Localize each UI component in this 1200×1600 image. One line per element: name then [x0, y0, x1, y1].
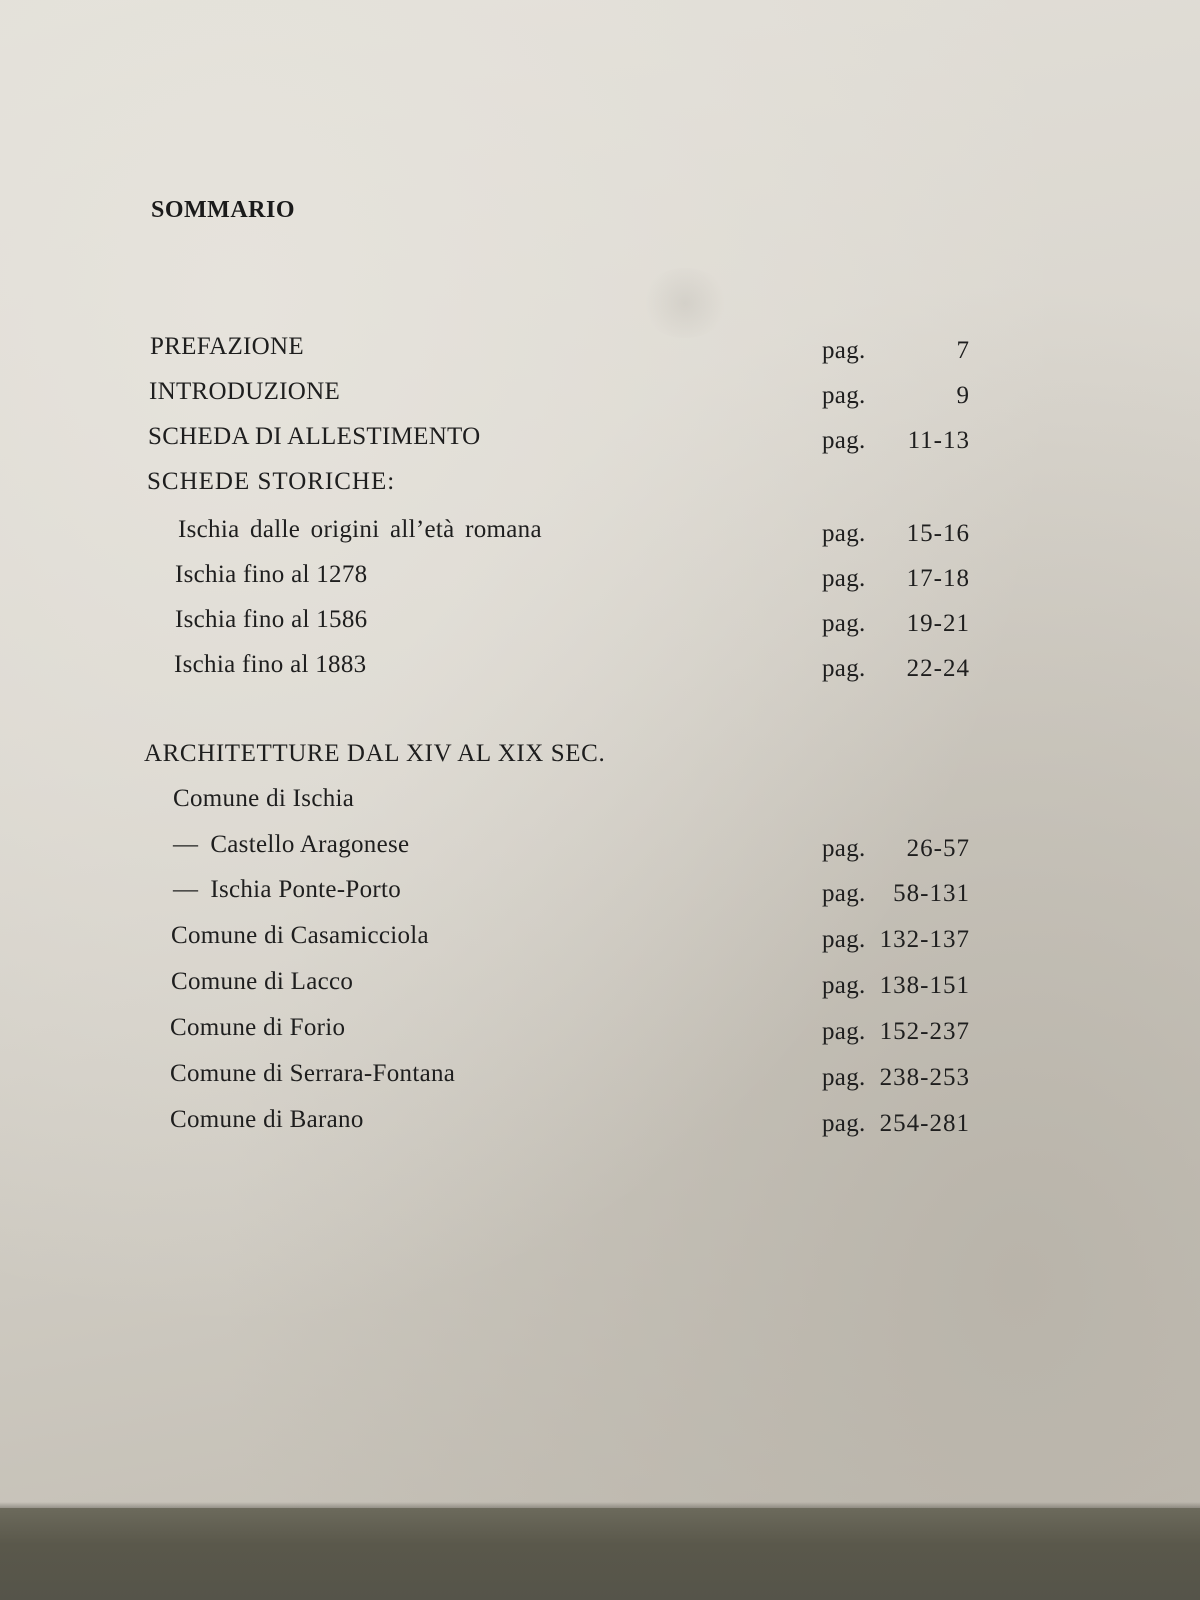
toc-entry-ischia-1883 — [0, 651, 1200, 685]
toc-entry-title: Comune di Lacco — [171, 968, 354, 995]
toc-entry-title: Comune di Forio — [170, 1014, 346, 1041]
table-surface — [0, 1508, 1200, 1600]
toc-page-prefix: pag. — [822, 565, 866, 592]
toc-entry-title: Comune di Ischia — [173, 785, 355, 812]
toc-page-number: 254-281 — [879, 1110, 970, 1137]
toc-entry-title: Comune di Barano — [170, 1106, 364, 1133]
toc-page-prefix: pag. — [822, 972, 866, 999]
toc-page-number: 9 — [956, 382, 970, 409]
toc-page-number: 19-21 — [906, 610, 970, 637]
toc-entry-label: Ischia Ponte-Porto — [210, 876, 402, 903]
toc-page-number: 11-13 — [907, 427, 970, 454]
toc-entry-barano — [0, 1106, 1200, 1140]
toc-entry-introduzione — [0, 378, 1200, 412]
toc-entry-lacco — [0, 968, 1200, 1002]
toc-page-prefix: pag. — [822, 655, 866, 682]
toc-section-architetture — [0, 740, 1200, 774]
toc-page-prefix: pag. — [822, 610, 866, 637]
toc-entry-label: Castello Aragonese — [210, 831, 410, 858]
toc-entry-ischia-1586 — [0, 606, 1200, 640]
toc-section-title: SCHEDE STORICHE: — [147, 468, 396, 495]
toc-entry-prefazione — [0, 333, 1200, 367]
toc-entry-scheda-allestimento — [0, 423, 1200, 457]
show-through-mark — [640, 268, 730, 338]
toc-page-prefix: pag. — [822, 520, 866, 547]
dash-marker: — — [173, 831, 199, 858]
toc-page-number: 15-16 — [906, 520, 970, 547]
toc-page-prefix: pag. — [822, 926, 866, 953]
toc-page-prefix: pag. — [822, 337, 866, 364]
toc-entry-ischia-ponte-porto — [0, 876, 1200, 910]
toc-page-number: 58-131 — [893, 880, 970, 907]
toc-entry-title: INTRODUZIONE — [149, 378, 341, 405]
toc-subsection-comune-ischia — [0, 785, 1200, 819]
toc-page-prefix: pag. — [822, 835, 866, 862]
toc-entry-title: SCHEDA DI ALLESTIMENTO — [148, 423, 481, 450]
toc-entry-title — [173, 831, 409, 859]
toc-page-number: 238-253 — [879, 1064, 970, 1091]
toc-entry-title: PREFAZIONE — [150, 333, 304, 360]
toc-page-number: 26-57 — [906, 835, 970, 862]
toc-entry-ischia-1278 — [0, 561, 1200, 595]
toc-section-title: ARCHITETTURE DAL XIV AL XIX SEC. — [144, 740, 606, 767]
toc-page-number: 7 — [956, 337, 970, 364]
toc-entry-castello-aragonese — [0, 831, 1200, 865]
toc-page-number: 17-18 — [906, 565, 970, 592]
toc-entry-title: Ischia fino al 1586 — [175, 606, 368, 633]
toc-entry-title: Ischia fino al 1883 — [174, 651, 367, 678]
toc-page-prefix: pag. — [822, 1110, 866, 1137]
toc-page-number: 152-237 — [879, 1018, 970, 1045]
dash-marker: — — [173, 876, 199, 903]
toc-entry-forio — [0, 1014, 1200, 1048]
toc-page-prefix: pag. — [822, 1018, 866, 1045]
toc-entry-title — [173, 876, 401, 904]
toc-section-schede-storiche — [0, 468, 1200, 502]
toc-entry-ischia-origini — [0, 516, 1200, 550]
toc-page-prefix: pag. — [822, 880, 866, 907]
toc-page-prefix: pag. — [822, 382, 866, 409]
toc-page-number: 132-137 — [879, 926, 970, 953]
toc-page-prefix: pag. — [822, 1064, 866, 1091]
toc-page-prefix: pag. — [822, 427, 866, 454]
toc-entry-title: Ischia fino al 1278 — [175, 561, 368, 588]
toc-entry-serrara-fontana — [0, 1060, 1200, 1094]
toc-entry-title: Comune di Serrara-Fontana — [170, 1060, 456, 1087]
toc-page-number: 22-24 — [906, 655, 970, 682]
toc-entry-title: Ischia dalle origini all’età romana — [178, 516, 542, 543]
toc-page-number: 138-151 — [879, 972, 970, 999]
toc-entry-title: Comune di Casamicciola — [171, 922, 429, 949]
toc-entry-casamicciola — [0, 922, 1200, 956]
page-title: SOMMARIO — [151, 197, 295, 223]
